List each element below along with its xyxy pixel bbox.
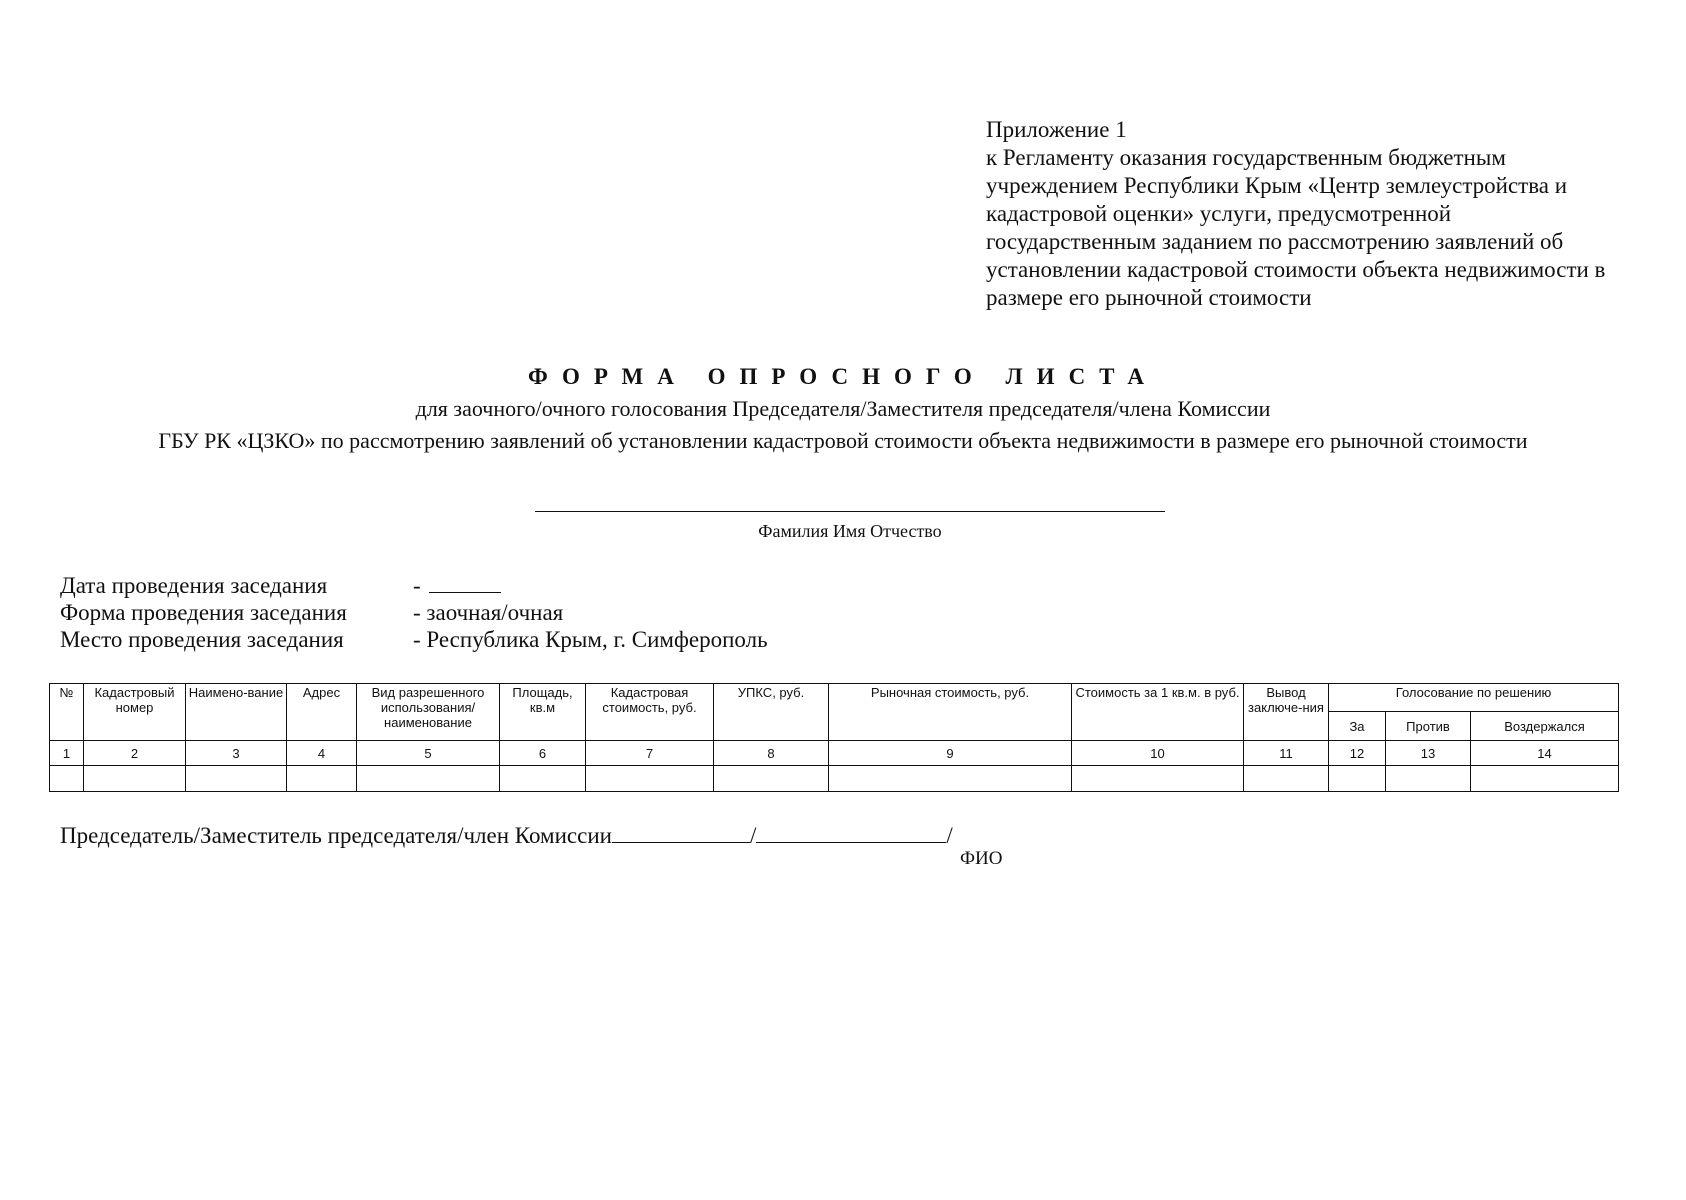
col-header-address: Адрес (287, 684, 357, 741)
empty-cell[interactable] (1386, 766, 1471, 792)
empty-cell[interactable] (829, 766, 1072, 792)
column-number: 2 (84, 741, 186, 766)
meeting-form-value: - заочная/очная (413, 600, 564, 625)
column-number: 6 (500, 741, 586, 766)
col-header-voting: Голосование по решению (1329, 684, 1619, 712)
appendix-line: к Регламенту оказания государственным бюджетным (986, 145, 1506, 170)
table-header-row (50, 684, 1619, 712)
column-number: 7 (586, 741, 714, 766)
col-header-name: Наимено-вание (186, 684, 287, 741)
signature-fio-caption: ФИО (960, 848, 1003, 869)
signature-blank[interactable] (612, 820, 750, 843)
form-subtitle-1: для заочного/очного голосования Председателя/Заместителя председателя/члена Комиссии (415, 396, 1271, 421)
column-number: 5 (357, 741, 500, 766)
empty-cell[interactable] (357, 766, 500, 792)
col-header-conclusion: Вывод заключе-ния (1244, 684, 1329, 741)
col-header-abstained: Воздержался (1471, 712, 1619, 741)
fio-caption: Фамилия Имя Отчество (758, 521, 942, 541)
meeting-date-blank[interactable] (429, 574, 501, 593)
empty-cell[interactable] (50, 766, 84, 792)
empty-cell[interactable] (714, 766, 829, 792)
column-number: 10 (1072, 741, 1244, 766)
form-title: ФОРМА ОПРОСНОГО ЛИСТА (527, 364, 1158, 389)
signature-row (60, 820, 953, 849)
appendix-line: государственным заданием по рассмотрению заявлений об (986, 229, 1564, 254)
column-number: 11 (1244, 741, 1329, 766)
empty-cell[interactable] (186, 766, 287, 792)
signature-fio-blank[interactable] (756, 820, 946, 843)
appendix-line: кадастровой оценки» услуги, предусмотренной (986, 201, 1452, 226)
meeting-date-label: Дата проведения заседания (60, 573, 328, 598)
empty-cell[interactable] (586, 766, 714, 792)
appendix-block (986, 116, 1666, 312)
meeting-place-label: Место проведения заседания (60, 627, 344, 652)
signature-slash-2: / (946, 823, 953, 848)
col-header-cadastral-value: Кадастровая стоимость, руб. (586, 684, 714, 741)
empty-cell[interactable] (500, 766, 586, 792)
meeting-form-label: Форма проведения заседания (60, 600, 347, 625)
signature-label: Председатель/Заместитель председателя/член Комиссии (60, 823, 612, 848)
appendix-line: установлении кадастровой стоимости объекта недвижимости в (986, 257, 1606, 282)
form-subtitle-2: ГБУ РК «ЦЗКО» по рассмотрению заявлений об установлении кадастровой стоимости объекта недвижимости в размере его рыночной стоимости (158, 428, 1528, 453)
column-number: 4 (287, 741, 357, 766)
col-header-cadastral-number: Кадастровый номер (84, 684, 186, 741)
col-header-upks: УПКС, руб. (714, 684, 829, 741)
col-header-permitted-use: Вид разрешенного использования/ наименование (357, 684, 500, 741)
meeting-date-value (413, 573, 501, 599)
col-header-against: Против (1386, 712, 1471, 741)
col-header-for: За (1329, 712, 1386, 741)
column-number: 8 (714, 741, 829, 766)
column-number: 9 (829, 741, 1072, 766)
appendix-line: Приложение 1 (986, 117, 1127, 142)
empty-cell[interactable] (1329, 766, 1386, 792)
column-number: 13 (1386, 741, 1471, 766)
empty-cell[interactable] (84, 766, 186, 792)
column-number: 1 (50, 741, 84, 766)
signature-slash-1: / (749, 823, 757, 848)
col-header-market-value: Рыночная стоимость, руб. (829, 684, 1072, 741)
meeting-date-dash: - (413, 573, 421, 598)
meeting-place-value: - Республика Крым, г. Симферополь (413, 627, 768, 652)
col-header-area: Площадь, кв.м (500, 684, 586, 741)
column-number-row (50, 741, 1619, 766)
col-header-num: № (50, 684, 84, 741)
col-header-cost-per-sqm: Стоимость за 1 кв.м. в руб. (1072, 684, 1244, 741)
fio-blank-line[interactable] (535, 511, 1165, 512)
column-number: 12 (1329, 741, 1386, 766)
empty-cell[interactable] (287, 766, 357, 792)
empty-cell[interactable] (1244, 766, 1329, 792)
appendix-line: учреждением Республики Крым «Центр землеустройства и (986, 173, 1568, 198)
appendix-line: размере его рыночной стоимости (986, 285, 1312, 310)
empty-cell[interactable] (1072, 766, 1244, 792)
column-number: 3 (186, 741, 287, 766)
table-row (50, 766, 1619, 792)
empty-cell[interactable] (1471, 766, 1619, 792)
survey-table (49, 683, 1619, 792)
column-number: 14 (1471, 741, 1619, 766)
